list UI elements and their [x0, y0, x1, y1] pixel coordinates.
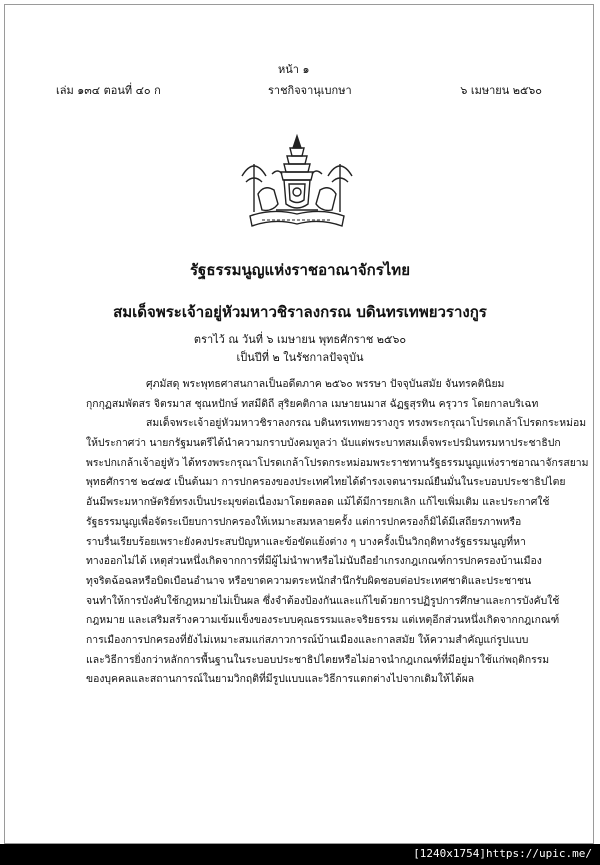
monarch-title: สมเด็จพระเจ้าอยู่หัวมหาวชิราลงกรณ บดินทรเทพยวรางกูร — [113, 303, 487, 321]
preamble-line: ทุจริตฉ้อฉลหรือบิดเบือนอำนาจ หรือขาดความตระหนักสำนึกรับผิดชอบต่อประเทศชาติและประชาชน — [86, 574, 532, 587]
header-date: ๖ เมษายน ๒๕๖๐ — [460, 84, 542, 97]
royal-emblem-icon — [232, 134, 362, 234]
preamble-line: กุกกุฏสมพัตสร จิตรมาส ชุณหปักษ์ ทสมีดิถี สุริยคติกาล เมษายนมาส ฉัฏฐสุรทิน ครุวาร โดยกาลบริเฉท — [86, 397, 539, 410]
preamble-line: รัฐธรรมนูญเพื่อจัดระเบียบการปกครองให้เหมาะสมหลายครั้ง แต่การปกครองก็มิได้มีเสถียรภาพหรือ — [86, 515, 522, 528]
preamble-line: ทางออกไม่ได้ เหตุส่วนหนึ่งเกิดจากการที่มีผู้ไม่นำพาหรือไม่นับถือยำเกรงกฎเกณฑ์การปกครองบ้านเมือง — [86, 555, 542, 568]
preamble-line: กฎหมาย และเสริมสร้างความเข้มแข็งของระบบคุณธรรมและจริยธรรม แต่เหตุอีกส่วนหนึ่งเกิดจากกฎเกณฑ์ — [86, 614, 560, 627]
preamble-line: ศุภมัสดุ พระพุทธศาสนกาลเป็นอดีตภาค ๒๕๖๐ พรรษา ปัจจุบันสมัย จันทรคตินิยม — [146, 378, 505, 390]
preamble-line: สมเด็จพระเจ้าอยู่หัวมหาวชิราลงกรณ บดินทรเทพยวรางกูร ทรงพระกรุณาโปรดเกล้าโปรดกระหม่อม — [146, 417, 587, 430]
preamble-line: การเมืองการปกครองที่ยังไม่เหมาะสมแก่สภาวการณ์บ้านเมืองและกาลสมัย ให้ความสำคัญแก่รูปแบบ — [86, 633, 529, 646]
preamble-body — [86, 375, 589, 690]
gazette-name: ราชกิจจานุเบกษา — [268, 84, 352, 97]
preamble-line: ราบรื่นเรียบร้อยเพราะยังคงประสบปัญหาและข้อขัดแย้งต่าง ๆ บางครั้งเป็นวิกฤติทางรัฐธรรมนูญที่หา — [86, 535, 526, 548]
preamble-line: ของบุคคลและสถานการณ์ในยามวิกฤติที่มีรูปแบบและวิธีการแตกต่างไปจากเดิมให้ได้ผล — [86, 673, 475, 686]
constitution-title: รัฐธรรมนูญแห่งราชอาณาจักรไทย — [190, 261, 410, 279]
preamble-line: อันมีพระมหากษัตริย์ทรงเป็นประมุขต่อเนื่องมาโดยตลอด แม้ได้มีการยกเลิก แก้ไขเพิ่มเติม และประกาศใช้ — [86, 496, 550, 509]
page-number: หน้า ๑ — [278, 63, 310, 76]
footer-link[interactable]: [1240x1754]https://upic.me/ — [413, 847, 592, 860]
preamble-line: จนทำให้การบังคับใช้กฎหมายไม่เป็นผล ซึ่งจำต้องป้องกันและแก้ไขด้วยการปฏิรูปการศึกษาและการบังคับใช้ — [86, 594, 560, 607]
preamble-line: พุทธศักราช ๒๔๗๕ เป็นต้นมา การปกครองของประเทศไทยได้ดำรงเจตนารมณ์ยืนมั่นในระบอบประชาธิปไตย — [86, 476, 566, 489]
reign-year: เป็นปีที่ ๒ ในรัชกาลปัจจุบัน — [236, 351, 364, 364]
preamble-line: พระปกเกล้าเจ้าอยู่หัว ได้ทรงพระกรุณาโปรดเกล้าโปรดกระหม่อมพระราชทานรัฐธรรมนูญแห่งราชอาณาจักรสยาม — [86, 456, 589, 469]
preamble-line: และวิธีการยิ่งกว่าหลักการพื้นฐานในระบอบประชาธิปไตยหรือไม่อาจนำกฎเกณฑ์ที่มีอยู่มาใช้แก่พฤติกรรม — [86, 653, 550, 666]
preamble-line: ให้ประกาศว่า นายกรัฐมนตรีได้นำความกราบบังคมทูลว่า นับแต่พระบาทสมเด็จพระปรมินทรมหาประชาธิปก — [86, 437, 561, 450]
image-host-footer — [0, 844, 600, 865]
given-date: ตราไว้ ณ วันที่ ๖ เมษายน พุทธศักราช ๒๕๖๐ — [193, 333, 407, 346]
volume-issue: เล่ม ๑๓๔ ตอนที่ ๔๐ ก — [56, 84, 161, 97]
